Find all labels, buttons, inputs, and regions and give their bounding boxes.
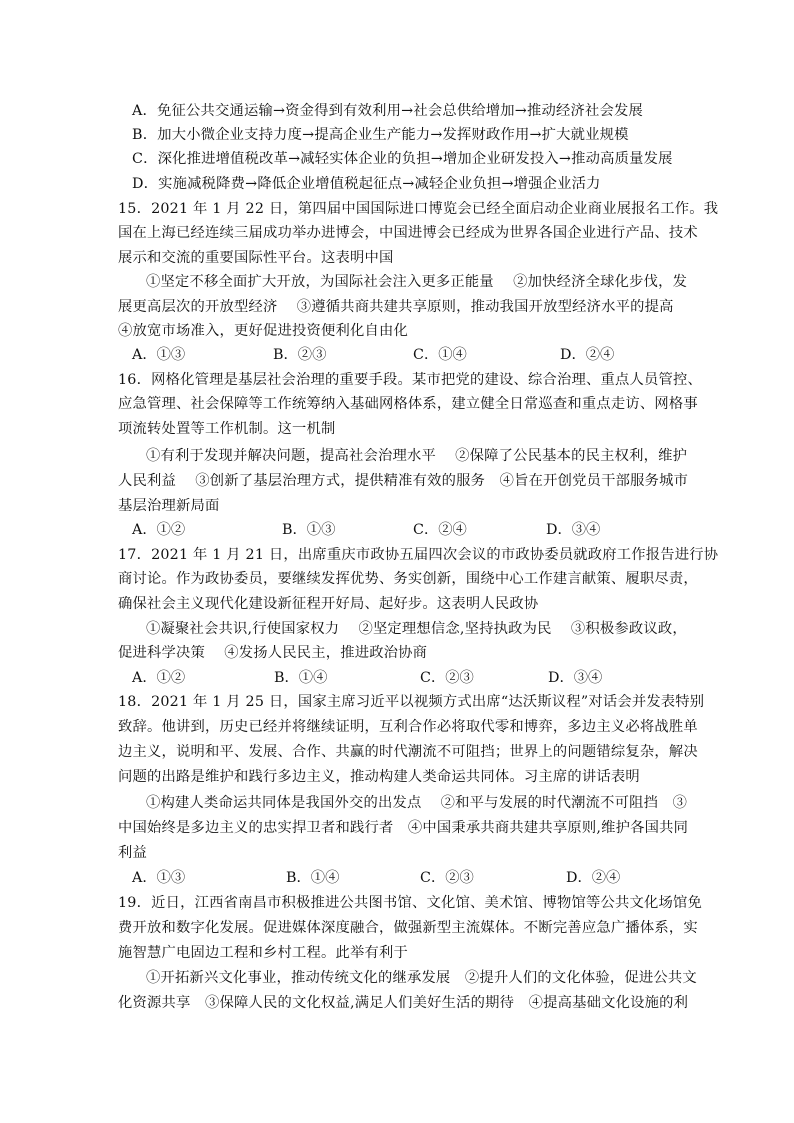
q18-choice-a: A．①③ — [132, 870, 186, 886]
q15-statement-line: 展更高层次的开放型经济 ③遵循共商共建共享原则，推动我国开放型经济水平的提高 — [118, 299, 674, 315]
q17-statement-line: 促进科学决策 ④发扬人民民主，推进政治协商 — [118, 645, 428, 661]
q14-option-d: D．实施减税降费→降低企业增值税起征点→减轻企业负担→增强企业活力 — [132, 176, 601, 192]
q18-stem-line: 边主义，说明和平、发展、合作、共赢的时代潮流不可阻挡；世界上的问题错综复杂，解决 — [118, 744, 698, 760]
q18-choices — [132, 866, 692, 890]
q17-choice-c: C．②③ — [420, 670, 474, 686]
q16-stem-line: 项流转处置等工作机制。这一机制 — [118, 421, 336, 437]
q16-choice-d: D．③④ — [546, 522, 601, 538]
q17-stem-line: 17．2021 年 1 月 21 日，出席重庆市政协五届四次会议的市政协委员就政府工作报告进行协 — [118, 547, 719, 563]
q14-option-a: A．免征公共交通运输→资金得到有效利用→社会总供给增加→推动经济社会发展 — [132, 103, 643, 119]
q15-stem-line: 国在上海已经连续三届成功举办进博会，中国进博会已经成为世界各国企业进行产品、技术 — [118, 225, 698, 241]
q16-choice-a: A．①② — [132, 522, 186, 538]
q14-option-b: B．加大小微企业支持力度→提高企业生产能力→发挥财政作用→扩大就业规模 — [132, 127, 629, 143]
q16-stem-line: 应急管理、社会保障等工作统筹纳入基础网格体系，建立健全日常巡查和重点走访、网格事 — [118, 396, 698, 412]
q18-statement-line: ①构建人类命运共同体是我国外交的出发点 ②和平与发展的时代潮流不可阻挡 ③ — [146, 795, 688, 811]
q17-choice-d: D．③④ — [548, 670, 603, 686]
q18-statement-line: 中国始终是多边主义的忠实捍卫者和践行者 ④中国秉承共商共建共享原则,维护各国共同 — [118, 820, 689, 836]
q19-statement-line: ①开拓新兴文化事业，推动传统文化的继承发展 ②提升人们的文化体验，促进公共文 — [146, 970, 697, 986]
q19-statement-line: 化资源共享 ③保障人民的文化权益,满足人们美好生活的期待 ④提高基础文化设施的利 — [118, 995, 689, 1011]
q15-stem-line: 展示和交流的重要国际性平台。这表明中国 — [118, 250, 394, 266]
q18-choice-b: B．①④ — [286, 870, 340, 886]
q18-statement-line: 利益 — [118, 845, 147, 861]
q18-stem-line: 问题的出路是维护和践行多边主义，推动构建人类命运共同体。习主席的讲话表明 — [118, 769, 640, 785]
q15-choice-c: C．①④ — [413, 347, 467, 363]
q17-choices — [132, 666, 692, 690]
q16-statement-line: ①有利于发现并解决问题，提高社会治理水平 ②保障了公民基本的民主权利，维护 — [146, 448, 688, 464]
q17-statement-line: ①凝聚社会共识,行使国家权力 ②坚定理想信念,坚持执政为民 ③积极参政议政， — [146, 621, 687, 637]
q17-stem-line: 商讨论。作为政协委员，要继续发挥优势、务实创新，围绕中心工作建言献策、履职尽责， — [118, 571, 698, 587]
q18-choice-d: D．②④ — [566, 870, 621, 886]
q14-option-c: C．深化推进增值税改革→减轻实体企业的负担→增加企业研发投入→推动高质量发展 — [132, 151, 673, 167]
q15-statement-line: ①坚定不移全面扩大开放，为国际社会注入更多正能量 ②加快经济全球化步伐，发 — [146, 274, 688, 290]
q17-choice-b: B．①④ — [274, 670, 328, 686]
q16-choice-c: C．②④ — [413, 522, 467, 538]
q18-stem-line: 致辞。他讲到，历史已经并将继续证明，互利合作必将取代零和博弈，多边主义必将战胜单 — [118, 719, 698, 735]
q16-statement-line: 基层治理新局面 — [118, 498, 220, 514]
q15-choice-a: A．①③ — [132, 347, 186, 363]
q15-choice-b: B．②③ — [273, 347, 327, 363]
q16-choices — [132, 518, 692, 542]
q18-choice-c: C．②③ — [420, 870, 474, 886]
q19-stem-line: 施智慧广电固边工程和乡村工程。此举有利于 — [118, 945, 408, 961]
q15-choice-d: D．②④ — [560, 347, 615, 363]
q19-stem-line: 费开放和数字化发展。促进媒体深度融合，做强新型主流媒体。不断完善应急广播体系，实 — [118, 920, 698, 936]
q19-stem-line: 19．近日，江西省南昌市积极推进公共图书馆、文化馆、美术馆、博物馆等公共文化场馆免 — [118, 895, 702, 911]
q15-statement-line: ④放宽市场准入，更好促进投资便利化自由化 — [118, 323, 408, 339]
q16-choice-b: B．①③ — [282, 522, 336, 538]
q17-stem-line: 确保社会主义现代化建设新征程开好局、起好步。这表明人民政协 — [118, 596, 539, 612]
q18-stem-line: 18．2021 年 1 月 25 日，国家主席习近平以视频方式出席“达沃斯议程”对话会并发表特别 — [118, 694, 705, 710]
q17-choice-a: A．①② — [132, 670, 186, 686]
q15-choices — [132, 343, 692, 367]
q16-stem-line: 16．网格化管理是基层社会治理的重要手段。某市把党的建设、综合治理、重点人员管控、 — [118, 372, 702, 388]
q16-statement-line: 人民利益 ③创新了基层治理方式，提供精准有效的服务 ④旨在开创党员干部服务城市 — [118, 473, 689, 489]
q15-stem-line: 15．2021 年 1 月 22 日，第四届中国国际进口博览会已经全面启动企业商业展报名工作。我 — [118, 201, 719, 217]
